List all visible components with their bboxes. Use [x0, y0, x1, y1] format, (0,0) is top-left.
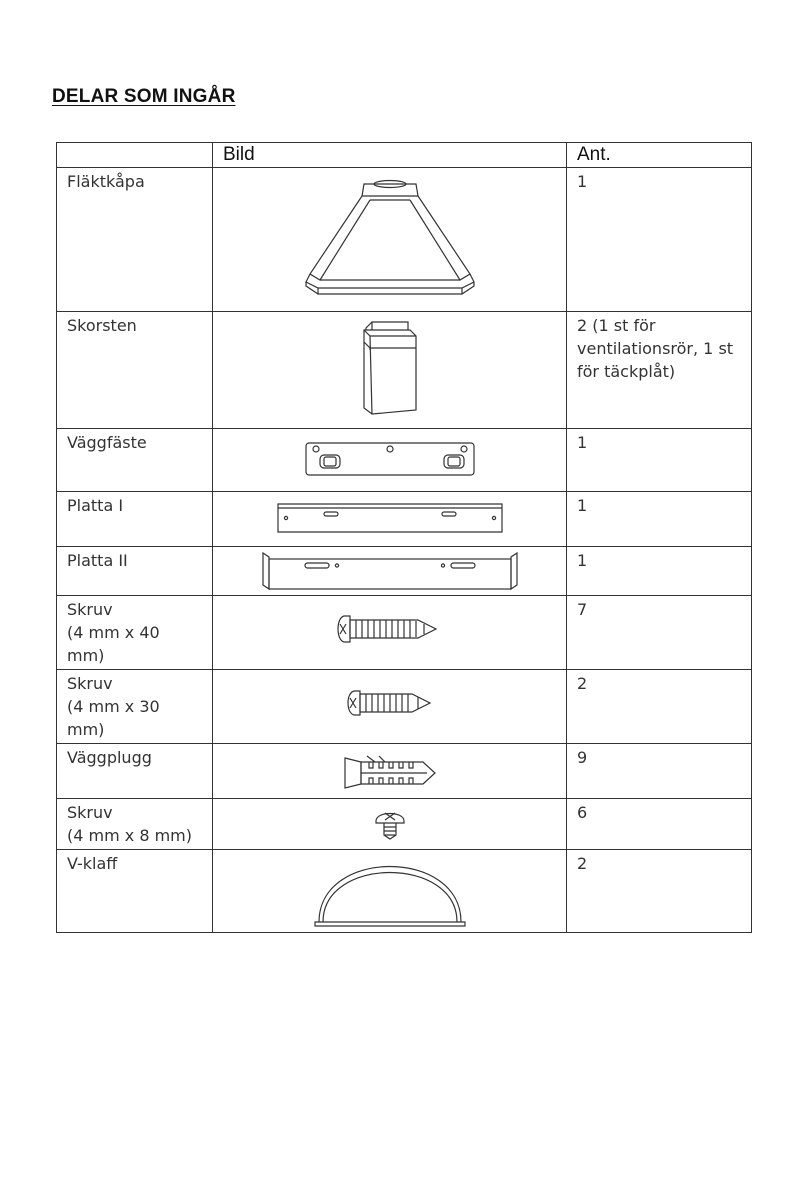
wall-bracket-illustration: [290, 431, 490, 489]
table-row: [57, 429, 752, 492]
part-qty: 1: [567, 547, 752, 596]
part-qty: 1: [567, 168, 752, 312]
part-name-line: mm): [67, 720, 105, 739]
table-row: [57, 744, 752, 799]
table-row: [57, 596, 752, 670]
plate-one-illustration: [270, 494, 510, 544]
part-name: Platta I: [57, 492, 213, 547]
header-qty: Ant.: [567, 143, 752, 168]
short-screw-illustration: [370, 801, 410, 845]
screw-30mm-illustration: [340, 672, 440, 732]
part-qty: 2: [567, 670, 752, 744]
page-title: DELAR SOM INGÅR: [52, 86, 236, 107]
chimney-illustration: [350, 314, 430, 424]
table-header-row: [57, 143, 752, 168]
part-name-line: Skruv: [67, 674, 113, 693]
wall-plug-illustration: [335, 746, 445, 796]
header-image: Bild: [213, 143, 567, 168]
part-name-line: (4 mm x 30: [67, 697, 160, 716]
part-qty: 2 (1 st för ventilationsrör, 1 st för täckplåt): [567, 312, 752, 429]
part-name-line: mm): [67, 646, 105, 665]
table-row: [57, 168, 752, 312]
part-name: Platta II: [57, 547, 213, 596]
part-qty: 2: [567, 850, 752, 933]
table-row: [57, 850, 752, 933]
part-name: Fläktkåpa: [57, 168, 213, 312]
part-name: Väggplugg: [57, 744, 213, 799]
table-row: [57, 492, 752, 547]
header-name: [57, 143, 213, 168]
part-name: V-klaff: [57, 850, 213, 933]
part-qty: 6: [567, 799, 752, 850]
part-qty: 1: [567, 429, 752, 492]
hood-canopy-illustration: [290, 170, 490, 305]
part-name-line: (4 mm x 40: [67, 623, 160, 642]
parts-table: [56, 142, 752, 933]
part-name: Väggfäste: [57, 429, 213, 492]
part-name-line: Skruv: [67, 600, 113, 619]
plate-two-illustration: [255, 549, 525, 593]
table-row: [57, 670, 752, 744]
part-name-line: (4 mm x 8 mm): [67, 826, 192, 845]
part-name-line: Skruv: [67, 803, 113, 822]
table-row: [57, 799, 752, 850]
part-name: Skorsten: [57, 312, 213, 429]
screw-40mm-illustration: [330, 598, 450, 658]
table-row: [57, 547, 752, 596]
part-qty: 9: [567, 744, 752, 799]
part-qty: 7: [567, 596, 752, 670]
table-row: [57, 312, 752, 429]
v-flap-illustration: [305, 852, 475, 930]
part-qty: 1: [567, 492, 752, 547]
